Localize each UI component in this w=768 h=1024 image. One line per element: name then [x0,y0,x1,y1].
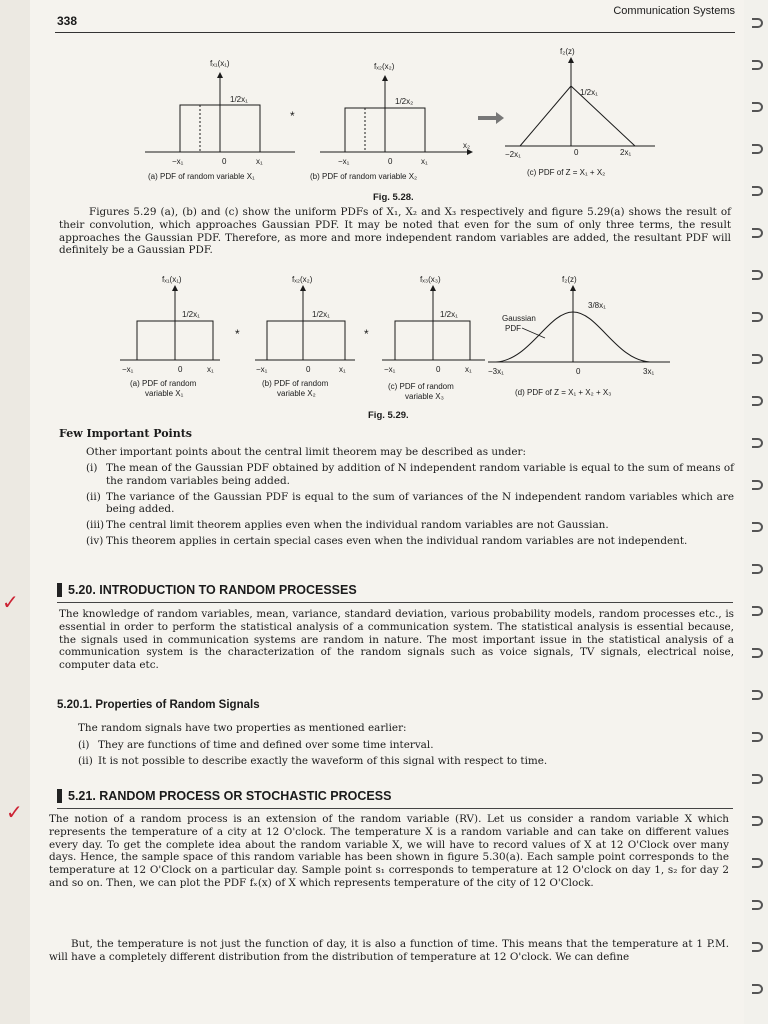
fig29-b-height: 1/2x₁ [312,310,330,319]
binding-ring [752,312,763,322]
fig29-op-1: * [235,327,240,341]
property-item-number: (i) [78,739,90,751]
binding-ring [752,816,763,826]
binding-ring [752,564,763,574]
running-header: Communication Systems [613,5,735,17]
fig29-a-ylabel: fₓ₁(x₁) [162,275,182,284]
checkmark-annotation: ✓ [2,590,19,614]
section-5-21-heading: 5.21. RANDOM PROCESS OR STOCHASTIC PROCESS [57,789,391,803]
section-5-20-body: The knowledge of random variables, mean, variance, standard deviation, various probability models, random processes etc., is essential in order to perform the statistical analysis of a communication system. The statistical analysis is essential because, the signals used in communication systems are random in nature. The most important issue in the statistical analysis of a communication system is the characterization of the random signals such as voice signals, TV signals, electrical noise, computer data etc. [59,608,734,672]
fig28-a-zero: 0 [222,157,227,166]
binding-ring [752,732,763,742]
fig29-a-zero: 0 [178,365,183,374]
fig29-a-cap1: (a) PDF of random [130,379,197,388]
binding-ring [752,522,763,532]
binding-ring [752,858,763,868]
fig28-c-caption: (c) PDF of Z = X₁ + X₂ [527,168,606,177]
fig28-convolution-op: * [290,109,295,123]
few-points-heading: Few Important Points [59,427,192,440]
property-item-text: They are functions of time and defined over some time interval. [98,739,434,751]
page-number: 338 [57,14,78,28]
fig29-c-ylabel: fₓ₃(x₃) [420,275,441,284]
binding-ring [752,144,763,154]
fig28-b-neg: −x₁ [338,157,350,166]
fig28-a-ylabel: fₓ₁(x₁) [210,59,230,68]
fig-5-28-title: Fig. 5.28. [373,192,414,203]
fig28-b-pos: x₁ [421,157,428,166]
binding-ring [752,354,763,364]
property-item [78,739,728,752]
fig29-c-plot [382,288,485,360]
figure-5-29 [0,268,745,428]
few-points-item-text: The central limit theorem applies even when the individual random variables are not Gaussian. [106,519,609,532]
fig29-c-cap1: (c) PDF of random [388,382,454,391]
property-item-number: (ii) [78,754,93,767]
binding-ring [752,270,763,280]
few-points-item [86,462,734,488]
fig28-c-neg: −2x₁ [505,150,521,159]
binding-ring [752,606,763,616]
fig28-b-axis: x₂ [463,141,471,150]
fig29-c-pos: x₁ [465,365,472,374]
fig29-d-gauss1: Gaussian [502,314,536,323]
fig28-b-zero: 0 [388,157,393,166]
fig29-d-ylabel: f₂(z) [562,275,577,284]
binding-ring [752,648,763,658]
fig29-d-zero: 0 [576,367,581,376]
fig28-b-height: 1/2x₂ [395,97,414,106]
section-5-20-1-heading: 5.20.1. Properties of Random Signals [57,699,260,711]
header-rule [55,32,735,33]
binding-ring [752,228,763,238]
fig29-c-cap2: variable X₃ [405,392,444,401]
paragraph-fig-529-intro: Figures 5.29 (a), (b) and (c) show the uniform PDFs of X₁, X₂ and X₃ respectively and figure 5.29(a) shows the result of their convolution, which approaches Gaussian PDF. It may be noted that even for the sum of only three terms, the result approaches the Gaussian PDF. Therefore, as more and more independent random variables are added, the resultant PDF will definitely be a Gaussian PDF. [59,206,731,257]
fig29-d-neg: −3x₁ [488,367,504,376]
fig29-d-peak: 3/8x₁ [588,301,606,310]
fig29-b-zero: 0 [306,365,311,374]
section-5-20-heading: 5.20. INTRODUCTION TO RANDOM PROCESSES [57,583,357,597]
fig29-c-neg: −x₁ [384,365,396,374]
binding-ring [752,60,763,70]
section-5-21-body-2: But, the temperature is not just the function of day, it is also a function of time. This means that the temperature at 1 P.M. will have a completely different distribution from the distribution of temperature at 12 O'clock. We can define [49,938,729,963]
binding-ring [752,690,763,700]
fig29-b-cap2: variable X₂ [277,389,316,398]
fig29-b-plot [255,288,355,360]
spiral-binding [744,0,768,1024]
few-points-item-number: (ii) [86,490,101,503]
binding-ring [752,900,763,910]
property-item-text: It is not possible to describe exactly the waveform of this signal with respect to time. [98,754,548,767]
few-points-intro: Other important points about the central limit theorem may be described as under: [86,446,526,458]
section-5-21-body-1: The notion of a random process is an extension of the random variable (RV). Let us consider a random variable X which represents the temperature of a city at 12 O'clock. The temperature X is a random variable and can take on different values every day. To get the complete idea about the random variable X, we will have to record values of X at 12 O'Clock over many days. Hence, the sample space of this random variable has been shown in figure 5.30(a). Each sample point corresponds to the temperature at 12 O'Clock on a particular day. Sample point s₁ corresponds to temperature at 12 O'clock on day 1, s₂ for day 2 and so on. Then, we can plot the PDF fₓ(x) of X which represents temperature of the city of 12 O'Clock. [49,813,729,889]
fig28-a-plot [145,75,295,152]
fig28-c-ylabel: f₂(z) [560,47,575,56]
fig28-c-height: 1/2x₁ [580,88,598,97]
fig29-d-caption: (d) PDF of Z = X₁ + X₂ + X₃ [515,388,612,397]
fig29-a-neg: −x₁ [122,365,134,374]
fig28-c-zero: 0 [574,148,579,157]
few-points-item-text: The mean of the Gaussian PDF obtained by addition of N independent random variable is equal to the sum of means of the random variables being added. [106,462,734,487]
fig29-b-pos: x₁ [339,365,346,374]
fig28-a-pos: x₁ [256,157,263,166]
fig28-b-ylabel: fₓ₂(x₂) [374,62,395,71]
fig29-b-ylabel: fₓ₂(x₂) [292,275,313,284]
fig29-a-pos: x₁ [207,365,214,374]
fig28-b-caption: (b) PDF of random variable X₂ [310,172,418,181]
binding-ring [752,942,763,952]
section-5-20-1-intro: The random signals have two properties as mentioned earlier: [78,722,407,734]
fig29-d-pos: 3x₁ [643,367,655,376]
fig28-c-plot [505,60,655,146]
few-points-item-number: (iv) [86,534,104,547]
few-points-list [86,462,734,551]
fig28-a-height: 1/2x₁ [230,95,248,104]
binding-ring [752,480,763,490]
fig28-result-arrow [478,112,504,124]
binding-ring [752,18,763,28]
few-points-item [86,491,734,517]
fig29-d-gauss2: PDF [505,324,521,333]
fig29-a-height: 1/2x₁ [182,310,200,319]
section-5-21-rule [57,808,733,809]
fig29-b-neg: −x₁ [256,365,268,374]
fig29-b-cap1: (b) PDF of random [262,379,329,388]
few-points-item-number: (i) [86,462,98,474]
property-item [78,755,728,768]
fig28-b-plot [320,78,470,152]
binding-ring [752,102,763,112]
fig28-a-neg: −x₁ [172,157,184,166]
fig29-op-2: * [364,327,369,341]
fig28-c-pos: 2x₁ [620,148,632,157]
few-points-item [86,535,734,548]
binding-ring [752,186,763,196]
checkmark-annotation-2: ✓ [6,800,23,824]
few-points-item-number: (iii) [86,519,105,532]
fig29-c-zero: 0 [436,365,441,374]
binding-ring [752,438,763,448]
binding-ring [752,774,763,784]
figure-5-28 [0,40,745,200]
fig29-c-height: 1/2x₁ [440,310,458,319]
fig29-a-plot [120,288,220,360]
section-5-20-rule [57,602,733,603]
fig29-a-cap2: variable X₁ [145,389,184,398]
binding-ring [752,396,763,406]
few-points-item-text: The variance of the Gaussian PDF is equal to the sum of variances of the N independent random variables which are being added. [106,490,734,516]
section-5-20-1-list [78,739,728,771]
few-points-item [86,519,734,532]
few-points-item-text: This theorem applies in certain special cases even when the individual random variables are not independent. [106,534,688,547]
binding-ring [752,984,763,994]
fig-5-29-title: Fig. 5.29. [368,410,409,421]
fig28-a-caption: (a) PDF of random variable X₁ [148,172,255,181]
